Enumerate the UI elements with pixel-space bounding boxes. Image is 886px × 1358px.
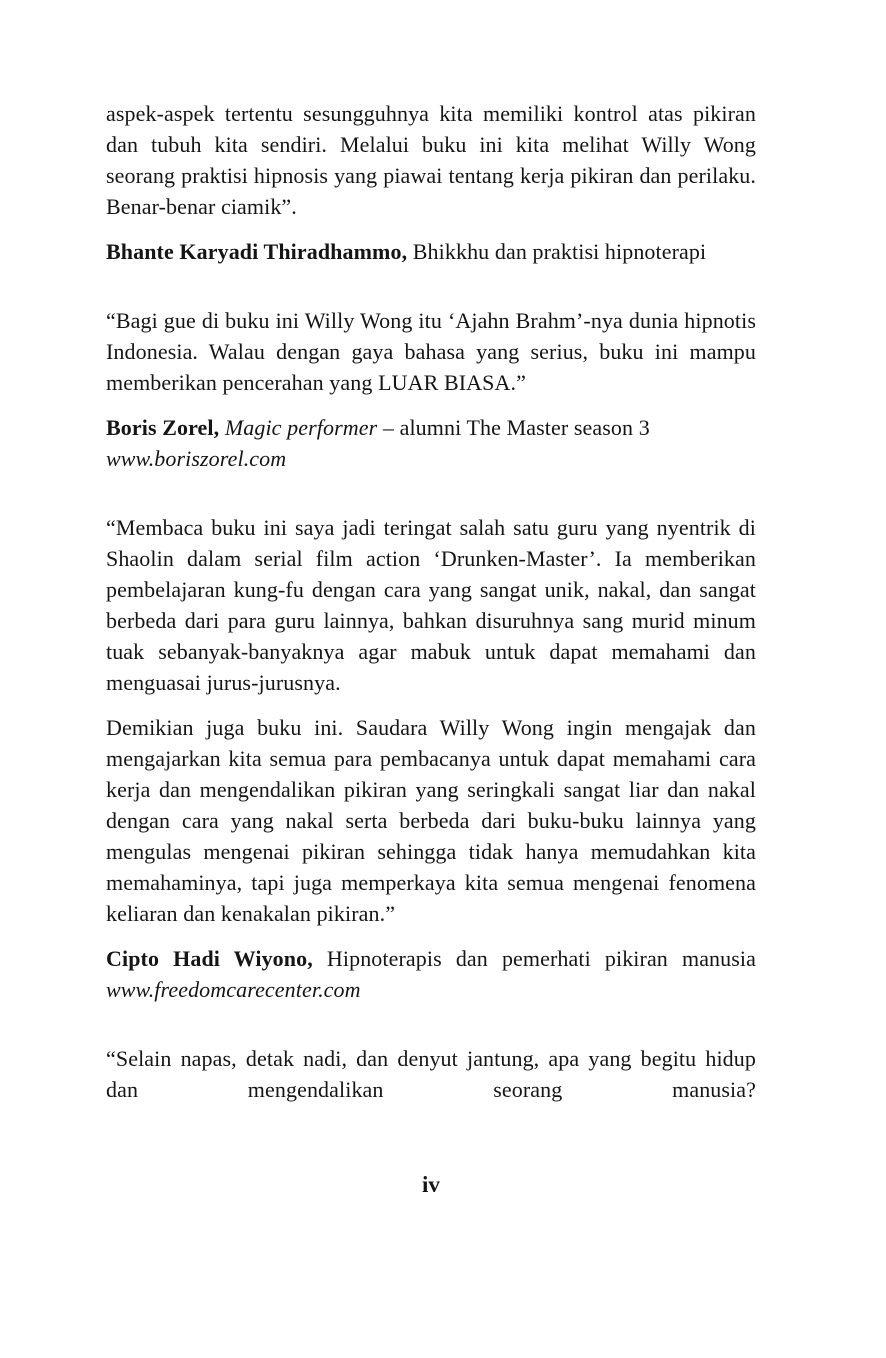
testimonial-3-quote-part-1: “Membaca buku ini saya jadi teringat salah satu guru yang nyentrik di Shaolin dalam serial film action ‘Drunken-Master’. Ia memberikan pembelajaran kung-fu dengan cara yang sangat unik, nakal, dan sangat berbeda dari para guru lainnya, bahkan disuruhnya sang murid minum tuak sebanyak-banyaknya agar mabuk untuk dapat memahami dan menguasai jurus-jurusnya. — [106, 515, 756, 695]
page-number: iv — [422, 1172, 440, 1197]
testimonial-2-attribution — [106, 412, 756, 474]
testimonial-3-quote-part-2: Demikian juga buku ini. Saudara Willy Wong ingin mengajak dan mengajarkan kita semua para pembacanya untuk dapat memahami cara kerja dan mengendalikan pikiran yang seringkali sangat liar dan nakal dengan cara yang nakal serta berbeda dari buku-buku lainnya yang mengulas mengenai pikiran sehingga tidak hanya memudahkan kita memahaminya, tapi juga memperkaya kita semua mengenai fenomena keliaran dan kenakalan pikiran.” — [106, 715, 756, 926]
testimonial-2-author-title: Magic performer — [224, 415, 378, 440]
testimonial-2-author-role: – alumni The Master season 3 — [382, 415, 650, 440]
page-footer — [106, 1169, 756, 1200]
testimonial-2-author-name: Boris Zorel, — [106, 415, 220, 440]
testimonial-1-quote: aspek-aspek tertentu sesungguhnya kita memiliki kontrol atas pikiran dan tubuh kita sendiri. Melalui buku ini kita melihat Willy Wong seorang praktisi hipnosis yang piawai tentang kerja pikiran dan perilaku. Benar-benar ciamik”. — [106, 101, 756, 219]
testimonial-3-author-role: Hipnoterapis dan pemerhati pikiran manusia — [326, 946, 756, 971]
testimonial-3-attribution — [106, 943, 756, 1005]
testimonial-3-author-url: www.freedomcarecenter.com — [106, 977, 361, 1002]
testimonial-3-author-name: Cipto Hadi Wiyono, — [106, 946, 313, 971]
testimonial-2-quote: “Bagi gue di buku ini Willy Wong itu ‘Ajahn Brahm’-nya dunia hipnotis Indonesia. Walau dengan gaya bahasa yang serius, buku ini mampu memberikan pencerahan yang LUAR BIASA.” — [106, 308, 756, 395]
testimonial-2-author-url: www.boriszorel.com — [106, 446, 287, 471]
testimonial-1-author-name: Bhante Karyadi Thiradhammo, — [106, 239, 408, 264]
testimonial-1-author-role: Bhikkhu dan praktisi hipnoterapi — [412, 239, 707, 264]
testimonial-1-attribution — [106, 236, 756, 267]
testimonial-4-quote: “Selain napas, detak nadi, dan denyut jantung, apa yang begitu hidup dan mengendalikan seorang manusia? — [106, 1046, 756, 1102]
